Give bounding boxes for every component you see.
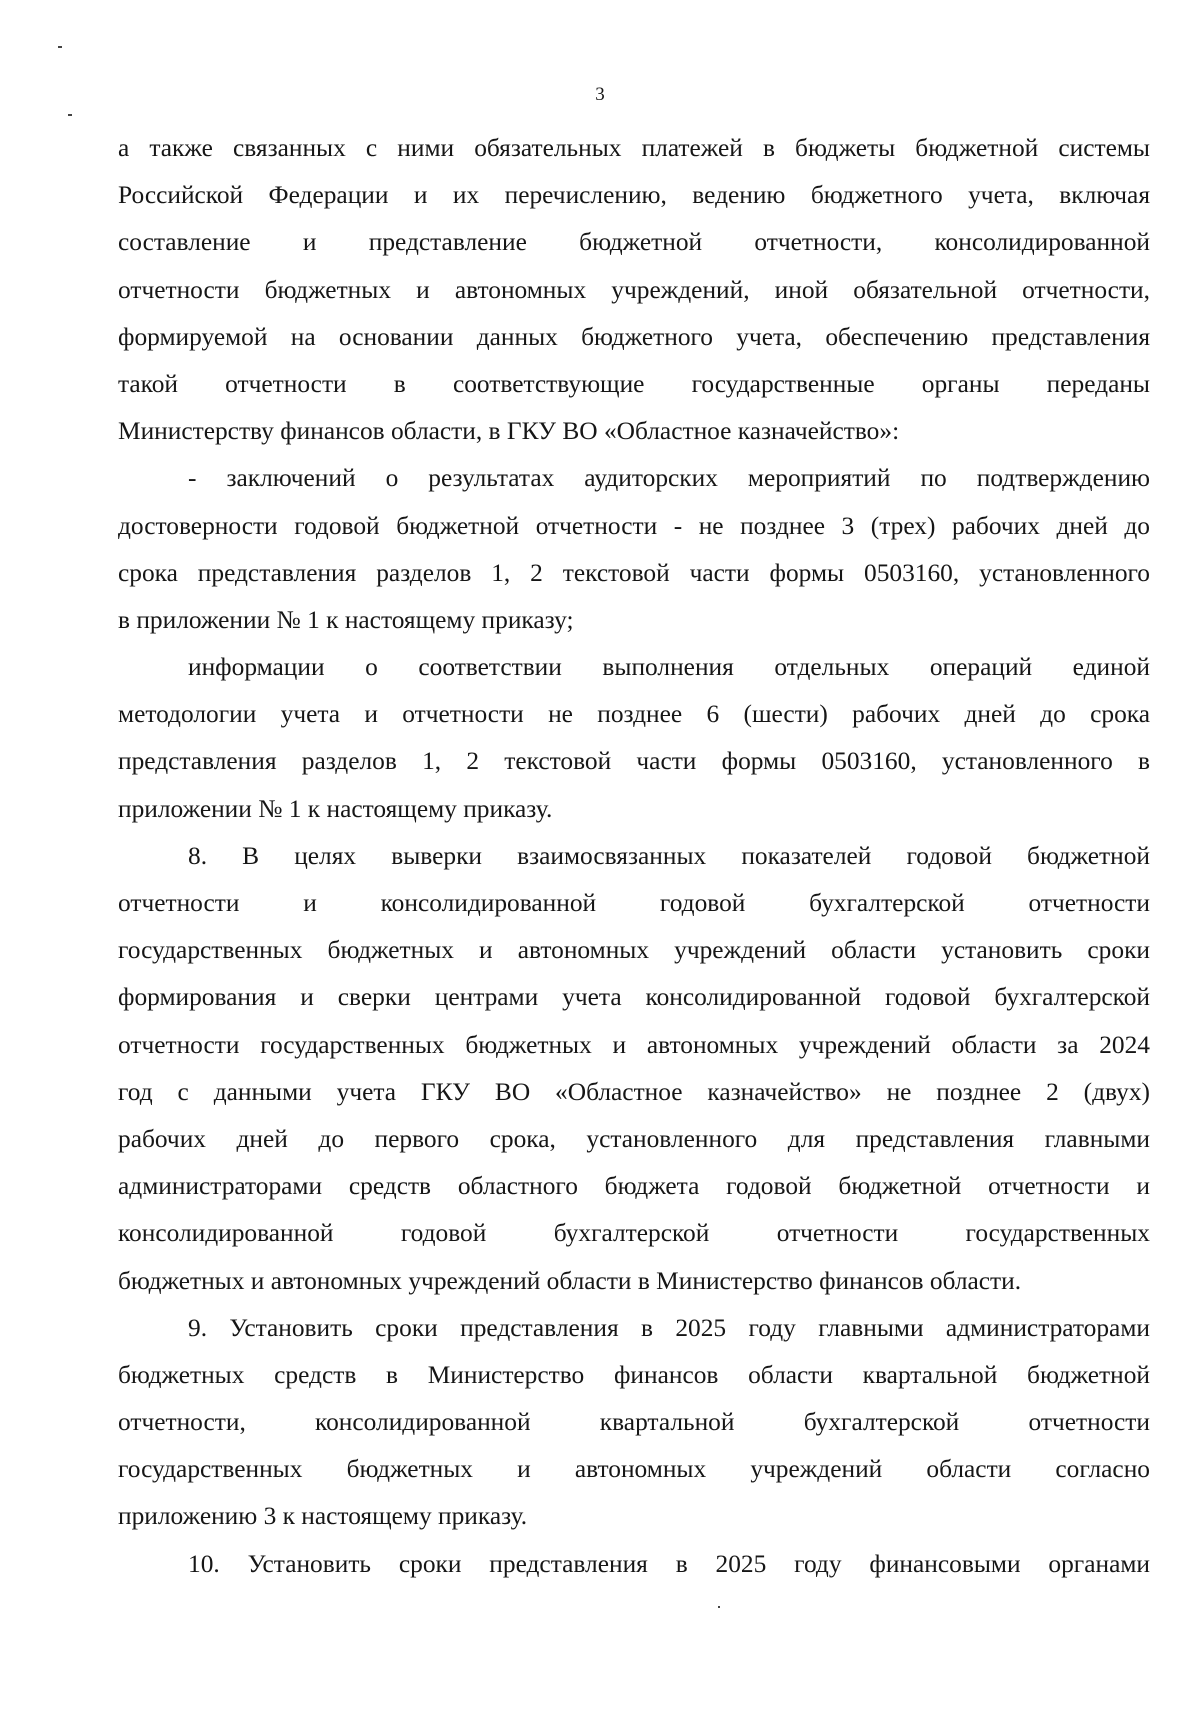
text-line: 9. Установить сроки представления в 2025 году главными администраторами [188, 1313, 1150, 1342]
text-line: формирования и сверки центрами учета консолидированной годовой бухгалтерской [118, 983, 1150, 1012]
text-line: информации о соответствии выполнения отдельных операций единой [188, 653, 1150, 682]
text-line: приложении № 1 к настоящему приказу. [118, 794, 553, 823]
text-line: формируемой на основании данных бюджетного учета, обеспечению представления [118, 322, 1150, 351]
text-line: а также связанных с ними обязательных платежей в бюджеты бюджетной системы [118, 134, 1150, 162]
text-line: представления разделов 1, 2 текстовой части формы 0503160, установленного в [118, 747, 1150, 776]
text-line: Российской Федерации и их перечислению, ведению бюджетного учета, включая [118, 181, 1150, 210]
text-line: 10. Установить сроки представления в 2025 году финансовыми органами [188, 1549, 1150, 1578]
text-line: год с данными учета ГКУ ВО «Областное казначейство» не позднее 2 (двух) [118, 1077, 1150, 1106]
text-line: в приложении № 1 к настоящему приказу; [118, 605, 574, 634]
text-line: составление и представление бюджетной отчетности, консолидированной [118, 228, 1150, 257]
document-body [118, 125, 1150, 1588]
text-line: бюджетных и автономных учреждений области в Министерство финансов области. [118, 1266, 1022, 1295]
text-line: приложению 3 к настоящему приказу. [118, 1502, 528, 1531]
text-line: отчетности государственных бюджетных и автономных учреждений области за 2024 [118, 1030, 1150, 1059]
page-number: 3 [595, 84, 605, 105]
text-line: администраторами средств областного бюджета годовой бюджетной отчетности и [118, 1172, 1150, 1201]
text-line: консолидированной годовой бухгалтерской отчетности государственных [118, 1219, 1150, 1248]
text-line: достоверности годовой бюджетной отчетности - не позднее 3 (трех) рабочих дней до [118, 511, 1150, 540]
text-line: отчетности и консолидированной годовой бухгалтерской отчетности [118, 889, 1150, 917]
text-line: рабочих дней до первого срока, установленного для представления главными [118, 1124, 1150, 1153]
text-line: - заключений о результатах аудиторских мероприятий по подтверждению [188, 464, 1150, 493]
text-line: методологии учета и отчетности не позднее 6 (шести) рабочих дней до срока [118, 700, 1150, 729]
text-line: государственных бюджетных и автономных учреждений области установить сроки [118, 936, 1150, 965]
text-line: бюджетных средств в Министерство финансов области квартальной бюджетной [118, 1360, 1150, 1389]
text-line: 8. В целях выверки взаимосвязанных показателей годовой бюджетной [188, 841, 1150, 870]
scan-speck [718, 1606, 720, 1608]
text-line: государственных бюджетных и автономных учреждений области согласно [118, 1455, 1150, 1484]
scan-speck [58, 46, 62, 48]
scan-speck [68, 114, 72, 116]
text-line: отчетности бюджетных и автономных учреждений, иной обязательной отчетности, [118, 275, 1150, 304]
text-line: такой отчетности в соответствующие государственные органы переданы [118, 369, 1150, 398]
text-line: срока представления разделов 1, 2 текстовой части формы 0503160, установленного [118, 558, 1150, 587]
text-line: отчетности, консолидированной квартальной бухгалтерской отчетности [118, 1408, 1150, 1437]
text-line: Министерству финансов области, в ГКУ ВО «Областное казначейство»: [118, 417, 900, 446]
